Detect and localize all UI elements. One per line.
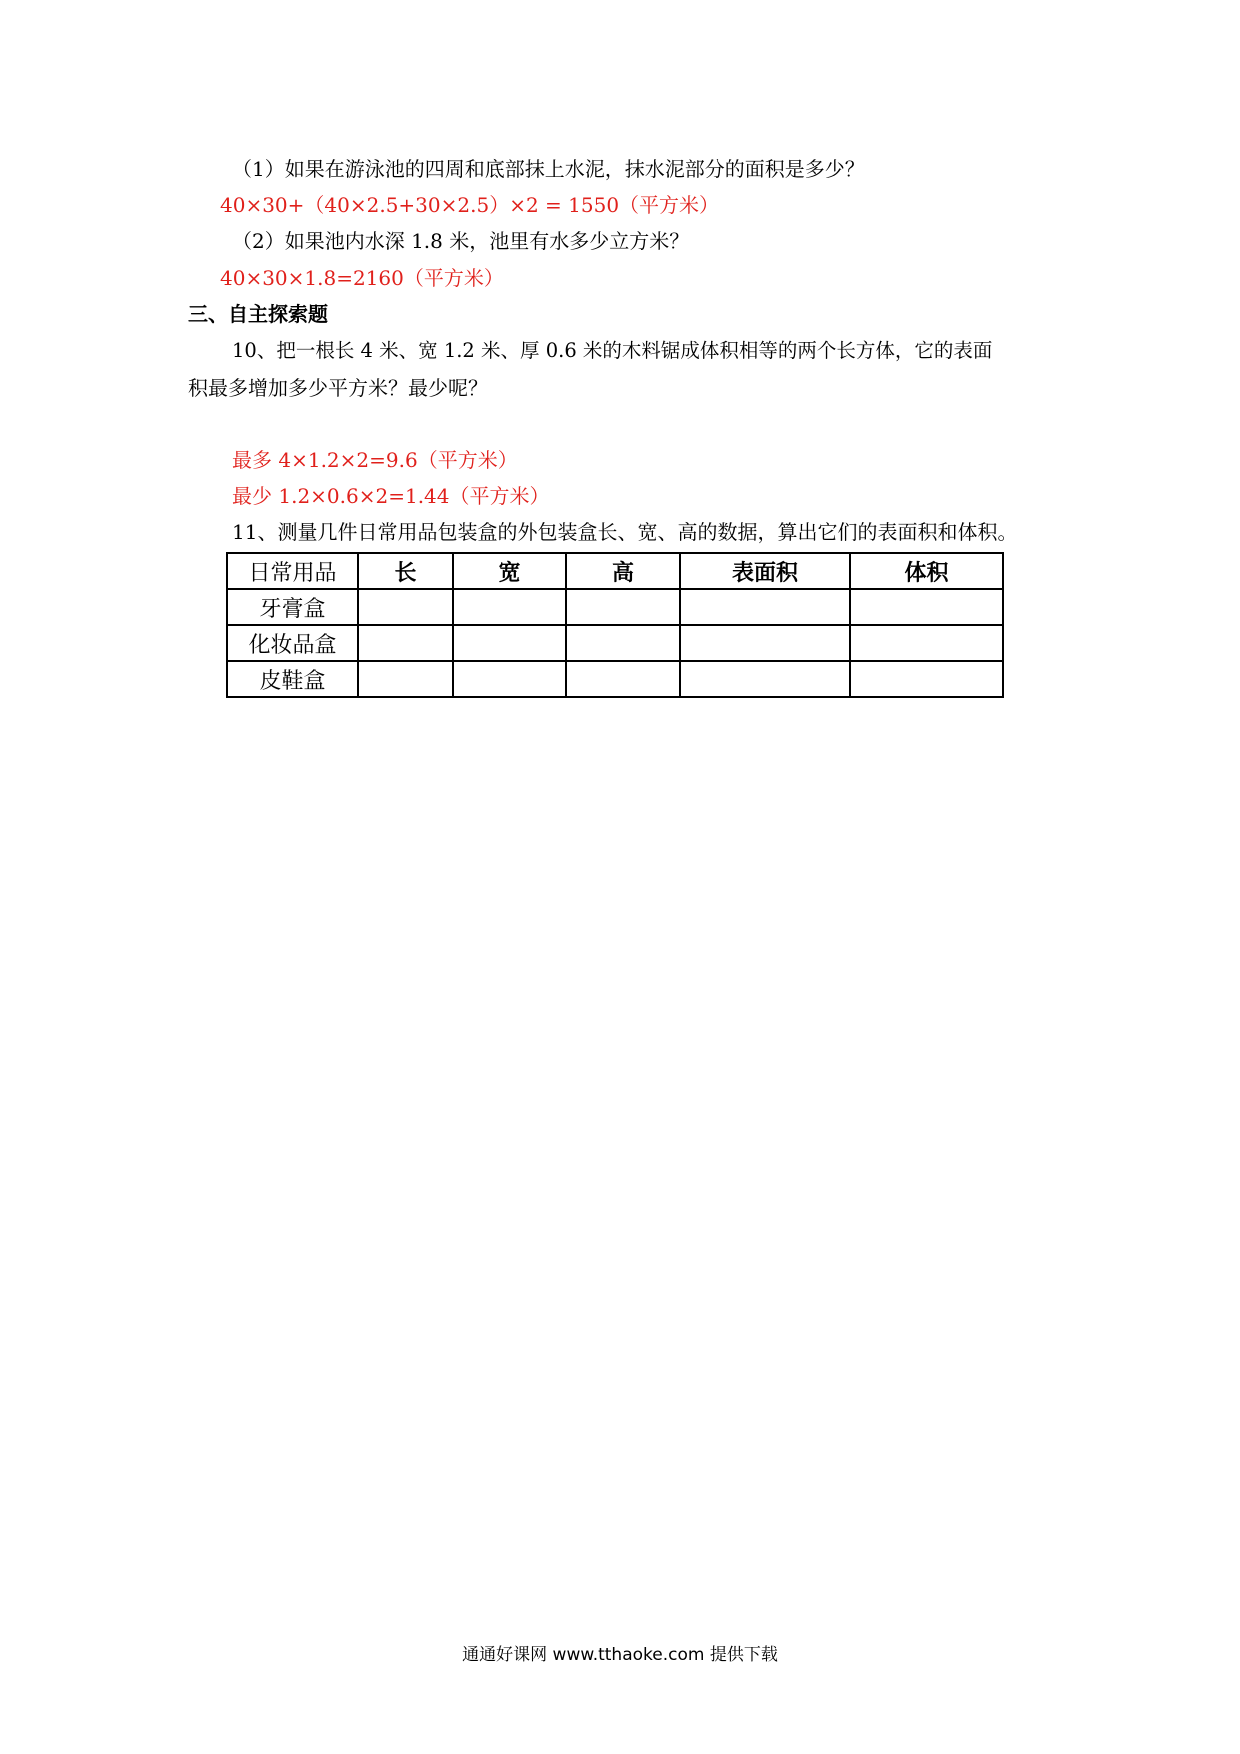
table-row <box>227 625 1003 661</box>
question-9-2: （2）如果池内水深 1.8 米，池里有水多少立方米？ <box>232 229 690 253</box>
cell <box>850 625 1003 661</box>
cell <box>453 661 566 697</box>
table-header-row <box>227 553 1003 589</box>
cell <box>358 589 453 625</box>
header-height: 高 <box>566 553 680 589</box>
answer-9-1: 40×30+（40×2.5+30×2.5）×2 = 1550（平方米） <box>220 193 720 217</box>
table-row <box>227 661 1003 697</box>
cell <box>453 625 566 661</box>
header-width: 宽 <box>453 553 566 589</box>
cell <box>680 661 850 697</box>
table-row <box>227 589 1003 625</box>
cell <box>680 625 850 661</box>
question-9-1: （1）如果在游泳池的四周和底部抹上水泥，抹水泥部分的面积是多少？ <box>232 157 865 181</box>
row-label: 牙膏盒 <box>227 589 358 625</box>
cell <box>680 589 850 625</box>
cell <box>358 625 453 661</box>
header-length: 长 <box>358 553 453 589</box>
header-volume: 体积 <box>850 553 1003 589</box>
question-10-line2: 积最多增加多少平方米？最少呢？ <box>188 376 488 400</box>
question-10-line1: 10、把一根长 4 米、宽 1.2 米、厚 0.6 米的木料锯成体积相等的两个长方体，它的表面 <box>232 339 993 362</box>
answer-10-min: 最少 1.2×0.6×2=1.44（平方米） <box>232 484 550 508</box>
question-11: 11、测量几件日常用品包装盒的外包装盒长、宽、高的数据，算出它们的表面积和体积。 <box>232 520 1018 544</box>
section-3-title: 三、自主探索题 <box>188 302 328 326</box>
header-item: 日常用品 <box>227 553 358 589</box>
cell <box>566 661 680 697</box>
cell <box>453 589 566 625</box>
measurement-table <box>226 552 1004 698</box>
cell <box>358 661 453 697</box>
answer-9-2: 40×30×1.8=2160（平方米） <box>220 266 504 290</box>
row-label: 皮鞋盒 <box>227 661 358 697</box>
cell <box>850 661 1003 697</box>
header-surface-area: 表面积 <box>680 553 850 589</box>
row-label: 化妆品盒 <box>227 625 358 661</box>
cell <box>850 589 1003 625</box>
cell <box>566 589 680 625</box>
page-footer: 通通好课网 www.tthaoke.com 提供下载 <box>462 1645 778 1665</box>
cell <box>566 625 680 661</box>
answer-10-max: 最多 4×1.2×2=9.6（平方米） <box>232 448 518 472</box>
